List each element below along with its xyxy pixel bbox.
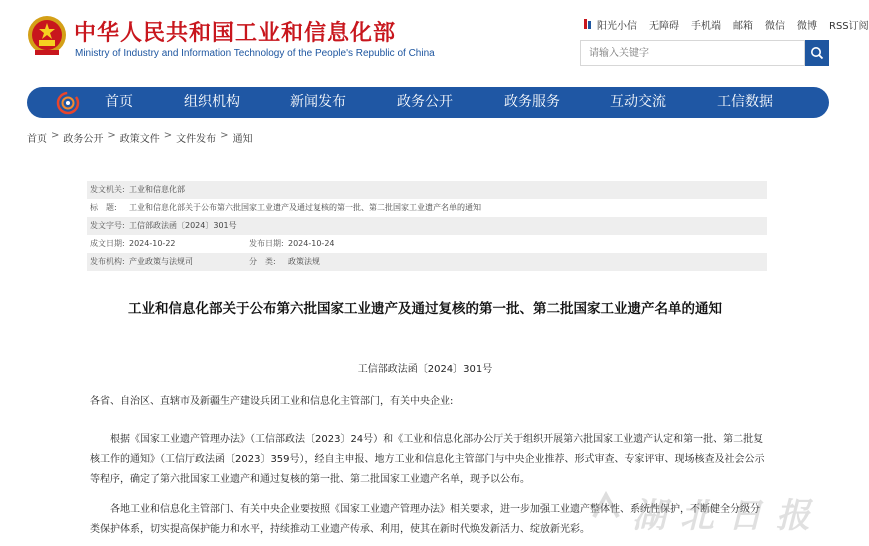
top-link-weibo[interactable]: 微博	[797, 20, 817, 32]
top-link-rss[interactable]: RSS订阅	[829, 20, 869, 32]
top-link-mail[interactable]: 邮箱	[733, 20, 753, 32]
meta-value: 工信部政法函〔2024〕301号	[129, 221, 237, 230]
meta-row-doc-number	[87, 217, 767, 235]
article-title: 工业和信息化部关于公布第六批国家工业遗产及通过复核的第一批、第二批国家工业遗产名单的通知	[128, 301, 722, 317]
meta-value: 工业和信息化部关于公布第六批国家工业遗产及通过复核的第一批、第二批国家工业遗产名单的通知	[129, 203, 481, 212]
paragraph-line: 根据《国家工业遗产管理办法》（工信部政法〔2023〕24号）和《工业和信息化部办公厅关于组织开展第六批国家工业遗产认定和第一批、第二批复	[110, 434, 764, 445]
meta-row-category	[87, 253, 767, 271]
search-input[interactable]	[581, 42, 804, 66]
paragraph-line: 各省、自治区、直辖市及新疆生产建设兵团工业和信息化主管部门，有关中央企业:	[90, 396, 454, 407]
watermark-text: 湖北日报	[632, 496, 824, 536]
nav-gov-affairs[interactable]: 政务公开	[397, 94, 453, 110]
main-nav	[27, 87, 829, 118]
paragraph-line: 类保护体系，切实提高保护能力和水平，持续推动工业遗产传承、利用，使其在新时代焕发新活力、绽放新光彩。	[90, 524, 590, 535]
sunshine-icon	[583, 18, 593, 30]
breadcrumb-separator: >	[107, 130, 116, 141]
breadcrumb-separator: >	[163, 130, 173, 141]
document-meta-table	[87, 181, 767, 271]
breadcrumb-doc-release[interactable]: 文件发布	[176, 134, 217, 145]
nav-news[interactable]: 新闻发布	[290, 94, 346, 110]
breadcrumb-gov-affairs[interactable]: 政务公开	[63, 134, 104, 145]
article-paragraph-1	[90, 430, 770, 490]
miit-logo-icon	[57, 92, 79, 114]
nav-interaction[interactable]: 互动交流	[610, 94, 666, 110]
site-title: 中华人民共和国工业和信息化部	[74, 21, 397, 46]
meta-label: 发文字号:	[90, 221, 125, 230]
paragraph-line: 各地工业和信息化主管部门、有关中央企业要按照《国家工业遗产管理办法》相关要求，进一步加强工业遗产整体性、系统性保护，不断健全分级分	[110, 504, 760, 515]
top-link-sunshine[interactable]	[583, 17, 637, 32]
meta-row-title	[87, 199, 767, 217]
top-link-wechat[interactable]: 微信	[765, 20, 785, 32]
watermark-logo-icon	[588, 489, 624, 525]
site-header	[0, 0, 869, 82]
meta-row-issuer	[87, 181, 767, 199]
nav-organization[interactable]: 组织机构	[184, 94, 240, 110]
breadcrumb-separator: >	[51, 130, 60, 141]
site-subtitle: Ministry of Industry and Information Technology of the People's Republic of China	[75, 48, 435, 59]
search-icon	[810, 46, 824, 60]
national-emblem-icon	[27, 14, 67, 58]
top-link-accessibility[interactable]: 无障碍	[649, 20, 679, 32]
top-links	[583, 16, 869, 32]
paragraph-line: 等程序，确定了第六批国家工业遗产和通过复核的第一批、第二批国家工业遗产名单，现予以公布。	[90, 474, 530, 485]
meta-value: 工业和信息化部	[129, 185, 185, 194]
meta-value: 产业政策与法规司	[129, 257, 193, 266]
top-link-mobile[interactable]: 手机端	[691, 20, 721, 32]
nav-home[interactable]: 首页	[105, 94, 133, 110]
meta-label: 发文机关:	[90, 185, 125, 194]
meta-label: 发布日期:	[249, 239, 284, 248]
breadcrumb-policy-docs[interactable]: 政策文件	[119, 134, 160, 145]
meta-label: 分 类:	[249, 257, 276, 266]
meta-value: 2024-10-22	[129, 239, 176, 248]
paragraph-line: 核工作的通知》（工信厅政法函〔2023〕359号），经自主申报、地方工业和信息化主管部门与中央企业推荐、形式审查、专家评审、现场核查及社会公示	[90, 454, 765, 465]
breadcrumb	[27, 130, 253, 145]
article-salutation	[90, 392, 770, 412]
meta-row-dates	[87, 235, 767, 253]
search-button[interactable]	[805, 40, 829, 66]
meta-value: 2024-10-24	[288, 239, 335, 248]
breadcrumb-home[interactable]: 首页	[27, 134, 47, 145]
article-doc-number: 工信部政法函〔2024〕301号	[357, 364, 493, 375]
meta-value: 政策法规	[288, 257, 320, 266]
breadcrumb-notice[interactable]: 通知	[232, 134, 253, 145]
meta-label: 成文日期:	[90, 239, 125, 248]
breadcrumb-separator: >	[220, 130, 229, 141]
meta-label: 发布机构:	[90, 257, 125, 266]
search-box	[580, 40, 805, 66]
meta-label: 标 题:	[90, 203, 117, 212]
nav-gov-services[interactable]: 政务服务	[504, 94, 560, 110]
nav-data[interactable]: 工信数据	[717, 94, 773, 110]
top-link-label: 阳光小信	[597, 20, 637, 32]
